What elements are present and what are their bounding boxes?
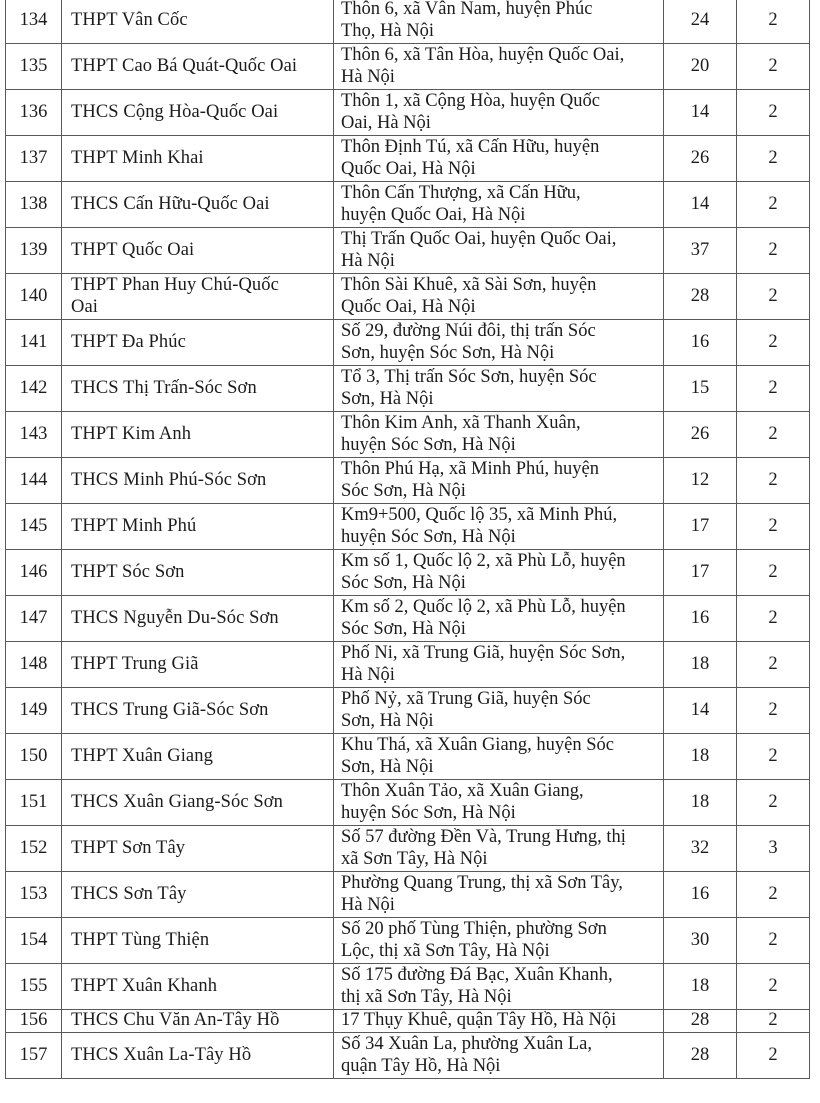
school-name-cell: THPT Cao Bá Quát-Quốc Oai (62, 44, 334, 90)
table-row (6, 596, 810, 642)
address-line: Thôn 6, xã Tân Hòa, huyện Quốc Oai, (341, 45, 625, 65)
school-name-cell: THCS Trung Giã-Sóc Sơn (62, 688, 334, 734)
address-cell (334, 872, 664, 918)
school-name-cell: THPT Vân Cốc (62, 0, 334, 44)
room-count-cell: 2 (737, 136, 810, 182)
table-row (6, 688, 810, 734)
address-line: Sơn, Hà Nội (341, 756, 434, 777)
school-name-cell: THPT Quốc Oai (62, 228, 334, 274)
address-line: Tổ 3, Thị trấn Sóc Sơn, huyện Sóc (341, 367, 597, 387)
row-number-cell: 140 (6, 274, 62, 320)
address-line: thị xã Sơn Tây, Hà Nội (341, 986, 512, 1007)
row-number-cell: 142 (6, 366, 62, 412)
address-cell (334, 826, 664, 872)
room-count-cell: 2 (737, 320, 810, 366)
address-line: Số 175 đường Đá Bạc, Xuân Khanh, (341, 965, 613, 985)
table-row (6, 642, 810, 688)
count-cell: 32 (664, 826, 737, 872)
row-number-cell: 150 (6, 734, 62, 780)
address-cell (334, 550, 664, 596)
row-number-cell: 152 (6, 826, 62, 872)
row-number-cell: 143 (6, 412, 62, 458)
school-name-cell (62, 274, 334, 320)
count-cell: 17 (664, 504, 737, 550)
address-line: huyện Quốc Oai, Hà Nội (341, 204, 526, 225)
address-line: Hà Nội (341, 250, 395, 271)
school-name-cell: THPT Minh Khai (62, 136, 334, 182)
address-cell (334, 366, 664, 412)
room-count-cell: 2 (737, 0, 810, 44)
table-row (6, 366, 810, 412)
count-cell: 14 (664, 90, 737, 136)
table-row (6, 412, 810, 458)
address-line: Thị Trấn Quốc Oai, huyện Quốc Oai, (341, 229, 617, 249)
table-row (6, 780, 810, 826)
address-line: Sơn, huyện Sóc Sơn, Hà Nội (341, 342, 555, 363)
address-cell (334, 780, 664, 826)
address-line: Số 34 Xuân La, phường Xuân La, (341, 1034, 593, 1054)
address-line: Hà Nội (341, 894, 395, 915)
row-number-cell: 135 (6, 44, 62, 90)
address-line: Thôn Phú Hạ, xã Minh Phú, huyện (341, 459, 599, 479)
room-count-cell: 2 (737, 596, 810, 642)
room-count-cell: 2 (737, 182, 810, 228)
count-cell: 12 (664, 458, 737, 504)
address-cell (334, 274, 664, 320)
school-name-cell: THPT Sơn Tây (62, 826, 334, 872)
table-row (6, 1010, 810, 1033)
row-number-cell: 157 (6, 1033, 62, 1079)
table-row (6, 872, 810, 918)
table-row (6, 918, 810, 964)
school-name-cell: THPT Đa Phúc (62, 320, 334, 366)
room-count-cell: 2 (737, 872, 810, 918)
address-line: Hà Nội (341, 66, 395, 87)
row-number-cell: 136 (6, 90, 62, 136)
count-cell: 18 (664, 780, 737, 826)
address-line: huyện Sóc Sơn, Hà Nội (341, 434, 516, 455)
address-cell (334, 642, 664, 688)
table-row (6, 458, 810, 504)
address-line: huyện Sóc Sơn, Hà Nội (341, 526, 516, 547)
address-cell (334, 734, 664, 780)
address-cell (334, 964, 664, 1010)
table-row (6, 136, 810, 182)
count-cell: 30 (664, 918, 737, 964)
count-cell: 28 (664, 1033, 737, 1079)
room-count-cell: 2 (737, 642, 810, 688)
room-count-cell: 2 (737, 550, 810, 596)
address-cell (334, 688, 664, 734)
room-count-cell: 2 (737, 228, 810, 274)
address-line: Oai, Hà Nội (341, 112, 431, 133)
table-row (6, 964, 810, 1010)
school-name-cell: THCS Minh Phú-Sóc Sơn (62, 458, 334, 504)
count-cell: 17 (664, 550, 737, 596)
row-number-cell: 134 (6, 0, 62, 44)
school-table (5, 0, 810, 1079)
address-line: Sơn, Hà Nội (341, 710, 434, 731)
address-line: Sóc Sơn, Hà Nội (341, 572, 466, 593)
address-line: Thọ, Hà Nội (341, 20, 434, 41)
school-name-cell: THPT Minh Phú (62, 504, 334, 550)
row-number-cell: 146 (6, 550, 62, 596)
address-cell (334, 182, 664, 228)
address-line: Sóc Sơn, Hà Nội (341, 618, 466, 639)
table-row (6, 734, 810, 780)
address-line: Số 20 phố Tùng Thiện, phường Sơn (341, 919, 607, 939)
table-row (6, 182, 810, 228)
room-count-cell: 2 (737, 918, 810, 964)
address-line: Km số 1, Quốc lộ 2, xã Phù Lỗ, huyện (341, 551, 626, 571)
table-row (6, 228, 810, 274)
row-number-cell: 156 (6, 1010, 62, 1033)
address-cell (334, 228, 664, 274)
school-table-body (6, 0, 810, 1079)
room-count-cell: 2 (737, 1010, 810, 1033)
address-line: Thôn Định Tú, xã Cấn Hữu, huyện (341, 137, 600, 157)
school-name-cell: THPT Kim Anh (62, 412, 334, 458)
school-name-cell: THPT Trung Giã (62, 642, 334, 688)
table-row (6, 1033, 810, 1079)
address-line: Khu Thá, xã Xuân Giang, huyện Sóc (341, 735, 614, 755)
address-line: huyện Sóc Sơn, Hà Nội (341, 802, 516, 823)
address-cell (334, 136, 664, 182)
school-name-cell: THPT Sóc Sơn (62, 550, 334, 596)
table-row (6, 504, 810, 550)
row-number-cell: 148 (6, 642, 62, 688)
address-cell (334, 320, 664, 366)
count-cell: 28 (664, 1010, 737, 1033)
count-cell: 18 (664, 734, 737, 780)
address-cell (334, 90, 664, 136)
address-line: Hà Nội (341, 664, 395, 685)
address-line: xã Sơn Tây, Hà Nội (341, 848, 488, 869)
room-count-cell: 2 (737, 734, 810, 780)
row-number-cell: 153 (6, 872, 62, 918)
count-cell: 24 (664, 0, 737, 44)
count-cell: 16 (664, 872, 737, 918)
address-line: Số 29, đường Núi đôi, thị trấn Sóc (341, 321, 596, 341)
address-line: Thôn Cấn Thượng, xã Cấn Hữu, (341, 183, 581, 203)
school-name-cell: THPT Tùng Thiện (62, 918, 334, 964)
address-cell (334, 412, 664, 458)
address-line: Km9+500, Quốc lộ 35, xã Minh Phú, (341, 505, 618, 525)
school-name-cell: THPT Xuân Giang (62, 734, 334, 780)
address-cell (334, 596, 664, 642)
address-line: Số 57 đường Đền Và, Trung Hưng, thị (341, 827, 626, 847)
row-number-cell: 151 (6, 780, 62, 826)
address-cell (334, 0, 664, 44)
school-name-line: Oai (71, 296, 99, 317)
room-count-cell: 2 (737, 1033, 810, 1079)
room-count-cell: 2 (737, 688, 810, 734)
school-name-line: THPT Phan Huy Chú-Quốc (71, 275, 279, 295)
count-cell: 18 (664, 642, 737, 688)
school-name-cell: THCS Thị Trấn-Sóc Sơn (62, 366, 334, 412)
room-count-cell: 2 (737, 90, 810, 136)
address-line: Quốc Oai, Hà Nội (341, 296, 476, 317)
school-name-cell: THCS Xuân Giang-Sóc Sơn (62, 780, 334, 826)
count-cell: 15 (664, 366, 737, 412)
row-number-cell: 144 (6, 458, 62, 504)
address-line: Thôn Kim Anh, xã Thanh Xuân, (341, 413, 581, 433)
room-count-cell: 2 (737, 458, 810, 504)
row-number-cell: 141 (6, 320, 62, 366)
table-row (6, 550, 810, 596)
address-line: Sơn, Hà Nội (341, 388, 434, 409)
address-line: Thôn 6, xã Vân Nam, huyện Phúc (341, 0, 593, 19)
room-count-cell: 3 (737, 826, 810, 872)
table-row (6, 44, 810, 90)
address-line: Phố Nỷ, xã Trung Giã, huyện Sóc (341, 689, 591, 709)
count-cell: 26 (664, 412, 737, 458)
table-row (6, 90, 810, 136)
address-line: Phố Ni, xã Trung Giã, huyện Sóc Sơn, (341, 643, 626, 663)
count-cell: 16 (664, 596, 737, 642)
school-name-cell: THCS Xuân La-Tây Hồ (62, 1033, 334, 1079)
address-cell (334, 44, 664, 90)
count-cell: 18 (664, 964, 737, 1010)
address-line: Lộc, thị xã Sơn Tây, Hà Nội (341, 940, 550, 961)
address-line: Phường Quang Trung, thị xã Sơn Tây, (341, 873, 623, 893)
row-number-cell: 138 (6, 182, 62, 228)
school-name-cell: THCS Cấn Hữu-Quốc Oai (62, 182, 334, 228)
table-row (6, 0, 810, 44)
count-cell: 37 (664, 228, 737, 274)
room-count-cell: 2 (737, 964, 810, 1010)
document-page (5, 0, 809, 1079)
room-count-cell: 2 (737, 274, 810, 320)
table-row (6, 274, 810, 320)
address-line: Quốc Oai, Hà Nội (341, 158, 476, 179)
address-cell (334, 918, 664, 964)
address-line: Thôn Sài Khuê, xã Sài Sơn, huyện (341, 275, 597, 295)
school-name-cell: THPT Xuân Khanh (62, 964, 334, 1010)
room-count-cell: 2 (737, 504, 810, 550)
count-cell: 14 (664, 182, 737, 228)
school-name-cell: THCS Cộng Hòa-Quốc Oai (62, 90, 334, 136)
table-row (6, 320, 810, 366)
room-count-cell: 2 (737, 366, 810, 412)
row-number-cell: 149 (6, 688, 62, 734)
address-line: Km số 2, Quốc lộ 2, xã Phù Lỗ, huyện (341, 597, 626, 617)
school-name-cell: THCS Sơn Tây (62, 872, 334, 918)
address-line: 17 Thụy Khuê, quận Tây Hồ, Hà Nội (341, 1010, 617, 1030)
row-number-cell: 139 (6, 228, 62, 274)
room-count-cell: 2 (737, 44, 810, 90)
row-number-cell: 137 (6, 136, 62, 182)
count-cell: 16 (664, 320, 737, 366)
table-row (6, 826, 810, 872)
address-line: Thôn Xuân Tảo, xã Xuân Giang, (341, 781, 584, 801)
school-name-cell: THCS Chu Văn An-Tây Hồ (62, 1010, 334, 1033)
count-cell: 28 (664, 274, 737, 320)
address-line: quận Tây Hồ, Hà Nội (341, 1055, 501, 1076)
row-number-cell: 155 (6, 964, 62, 1010)
school-name-cell: THCS Nguyễn Du-Sóc Sơn (62, 596, 334, 642)
row-number-cell: 145 (6, 504, 62, 550)
count-cell: 14 (664, 688, 737, 734)
count-cell: 26 (664, 136, 737, 182)
count-cell: 20 (664, 44, 737, 90)
address-cell (334, 1033, 664, 1079)
row-number-cell: 147 (6, 596, 62, 642)
address-line: Thôn 1, xã Cộng Hòa, huyện Quốc (341, 91, 600, 111)
address-line: Sóc Sơn, Hà Nội (341, 480, 466, 501)
address-cell (334, 1010, 664, 1033)
room-count-cell: 2 (737, 780, 810, 826)
room-count-cell: 2 (737, 412, 810, 458)
address-cell (334, 458, 664, 504)
address-cell (334, 504, 664, 550)
row-number-cell: 154 (6, 918, 62, 964)
